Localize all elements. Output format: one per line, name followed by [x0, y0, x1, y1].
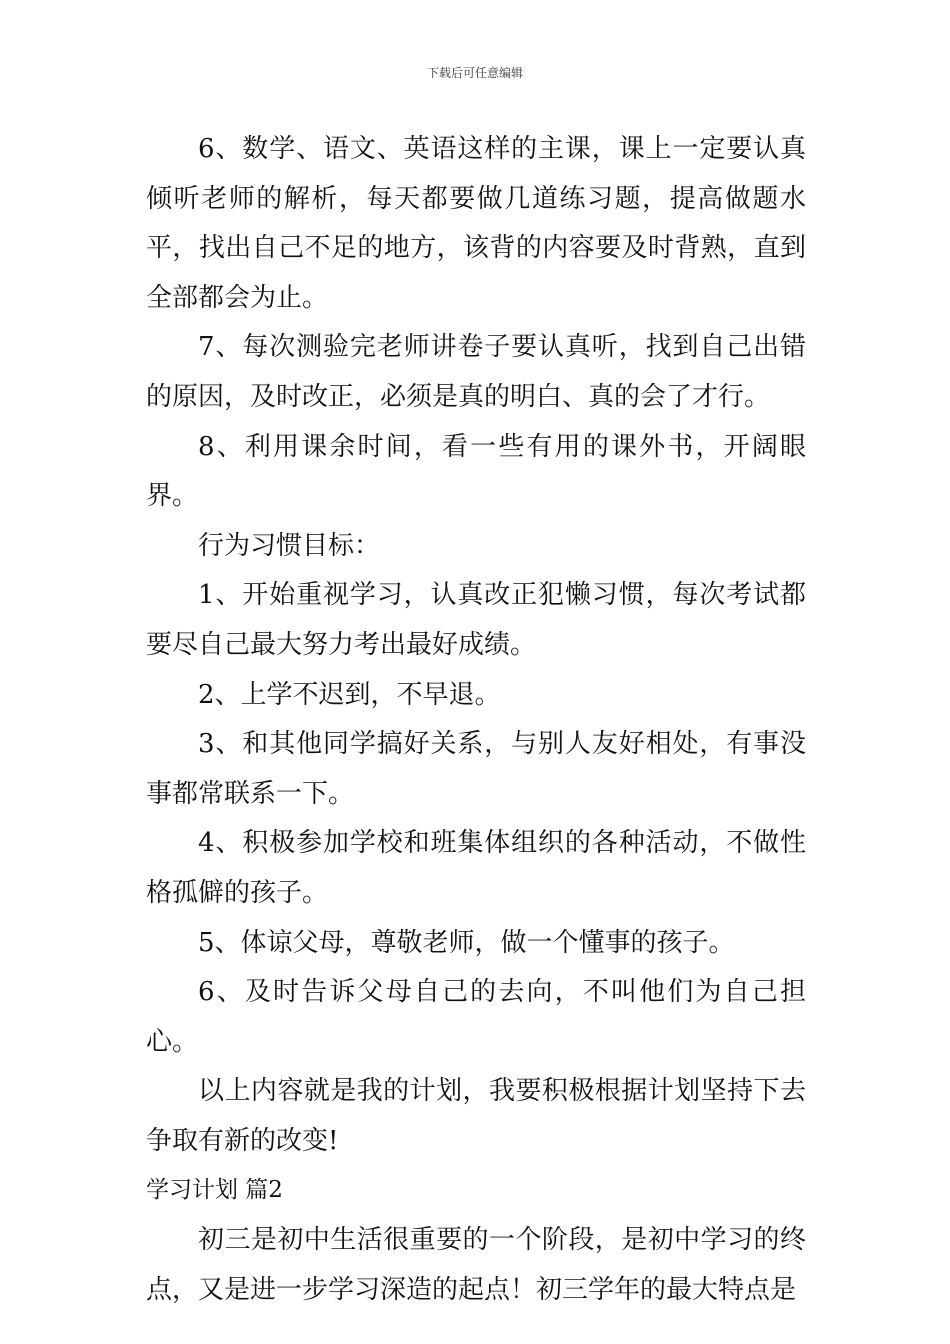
behavior-item-4: 4、积极参加学校和班集体组织的各种活动，不做性格孤僻的孩子。	[146, 828, 806, 908]
section-2-intro-paragraph: 初三是初中生活很重要的一个阶段，是初中学习的终点，又是进一步学习深造的起点！初三学年的最大特点是	[146, 1225, 806, 1305]
paragraph-7-test-review: 7、每次测验完老师讲卷子要认真听，找到自己出错的原因，及时改正，必须是真的明白、真的会了才行。	[146, 332, 806, 412]
section-title: 学习计划 篇2	[146, 1177, 283, 1204]
paragraph-6-main-subjects: 6、数学、语文、英语这样的主课，课上一定要认真倾听老师的解析，每天都要做几道练习题，提高做题水平，找出自己不足的地方，该背的内容要及时背熟，直到全部都会为止。	[146, 134, 806, 313]
behavior-item-5: 5、体谅父母，尊敬老师，做一个懂事的孩子。	[198, 927, 735, 958]
document-body	[146, 125, 806, 1315]
behavior-item-6: 6、及时告诉父母自己的去向，不叫他们为自己担心。	[146, 977, 806, 1057]
page-header-note: 下载后可任意编辑	[426, 66, 523, 80]
paragraph-8-extra-reading: 8、利用课余时间，看一些有用的课外书，开阔眼界。	[146, 431, 806, 512]
behavior-item-3: 3、和其他同学搞好关系，与别人友好相处，有事没事都常联系一下。	[146, 729, 806, 809]
behavior-item-1: 1、开始重视学习，认真改正犯懒习惯，每次考试都要尽自己最大努力考出最好成绩。	[146, 580, 806, 660]
behavior-item-2: 2、上学不迟到，不早退。	[198, 679, 501, 710]
behavior-goals-heading: 行为习惯目标：	[198, 530, 381, 561]
conclusion-paragraph: 以上内容就是我的计划，我要积极根据计划坚持下去争取有新的改变!	[146, 1076, 806, 1156]
